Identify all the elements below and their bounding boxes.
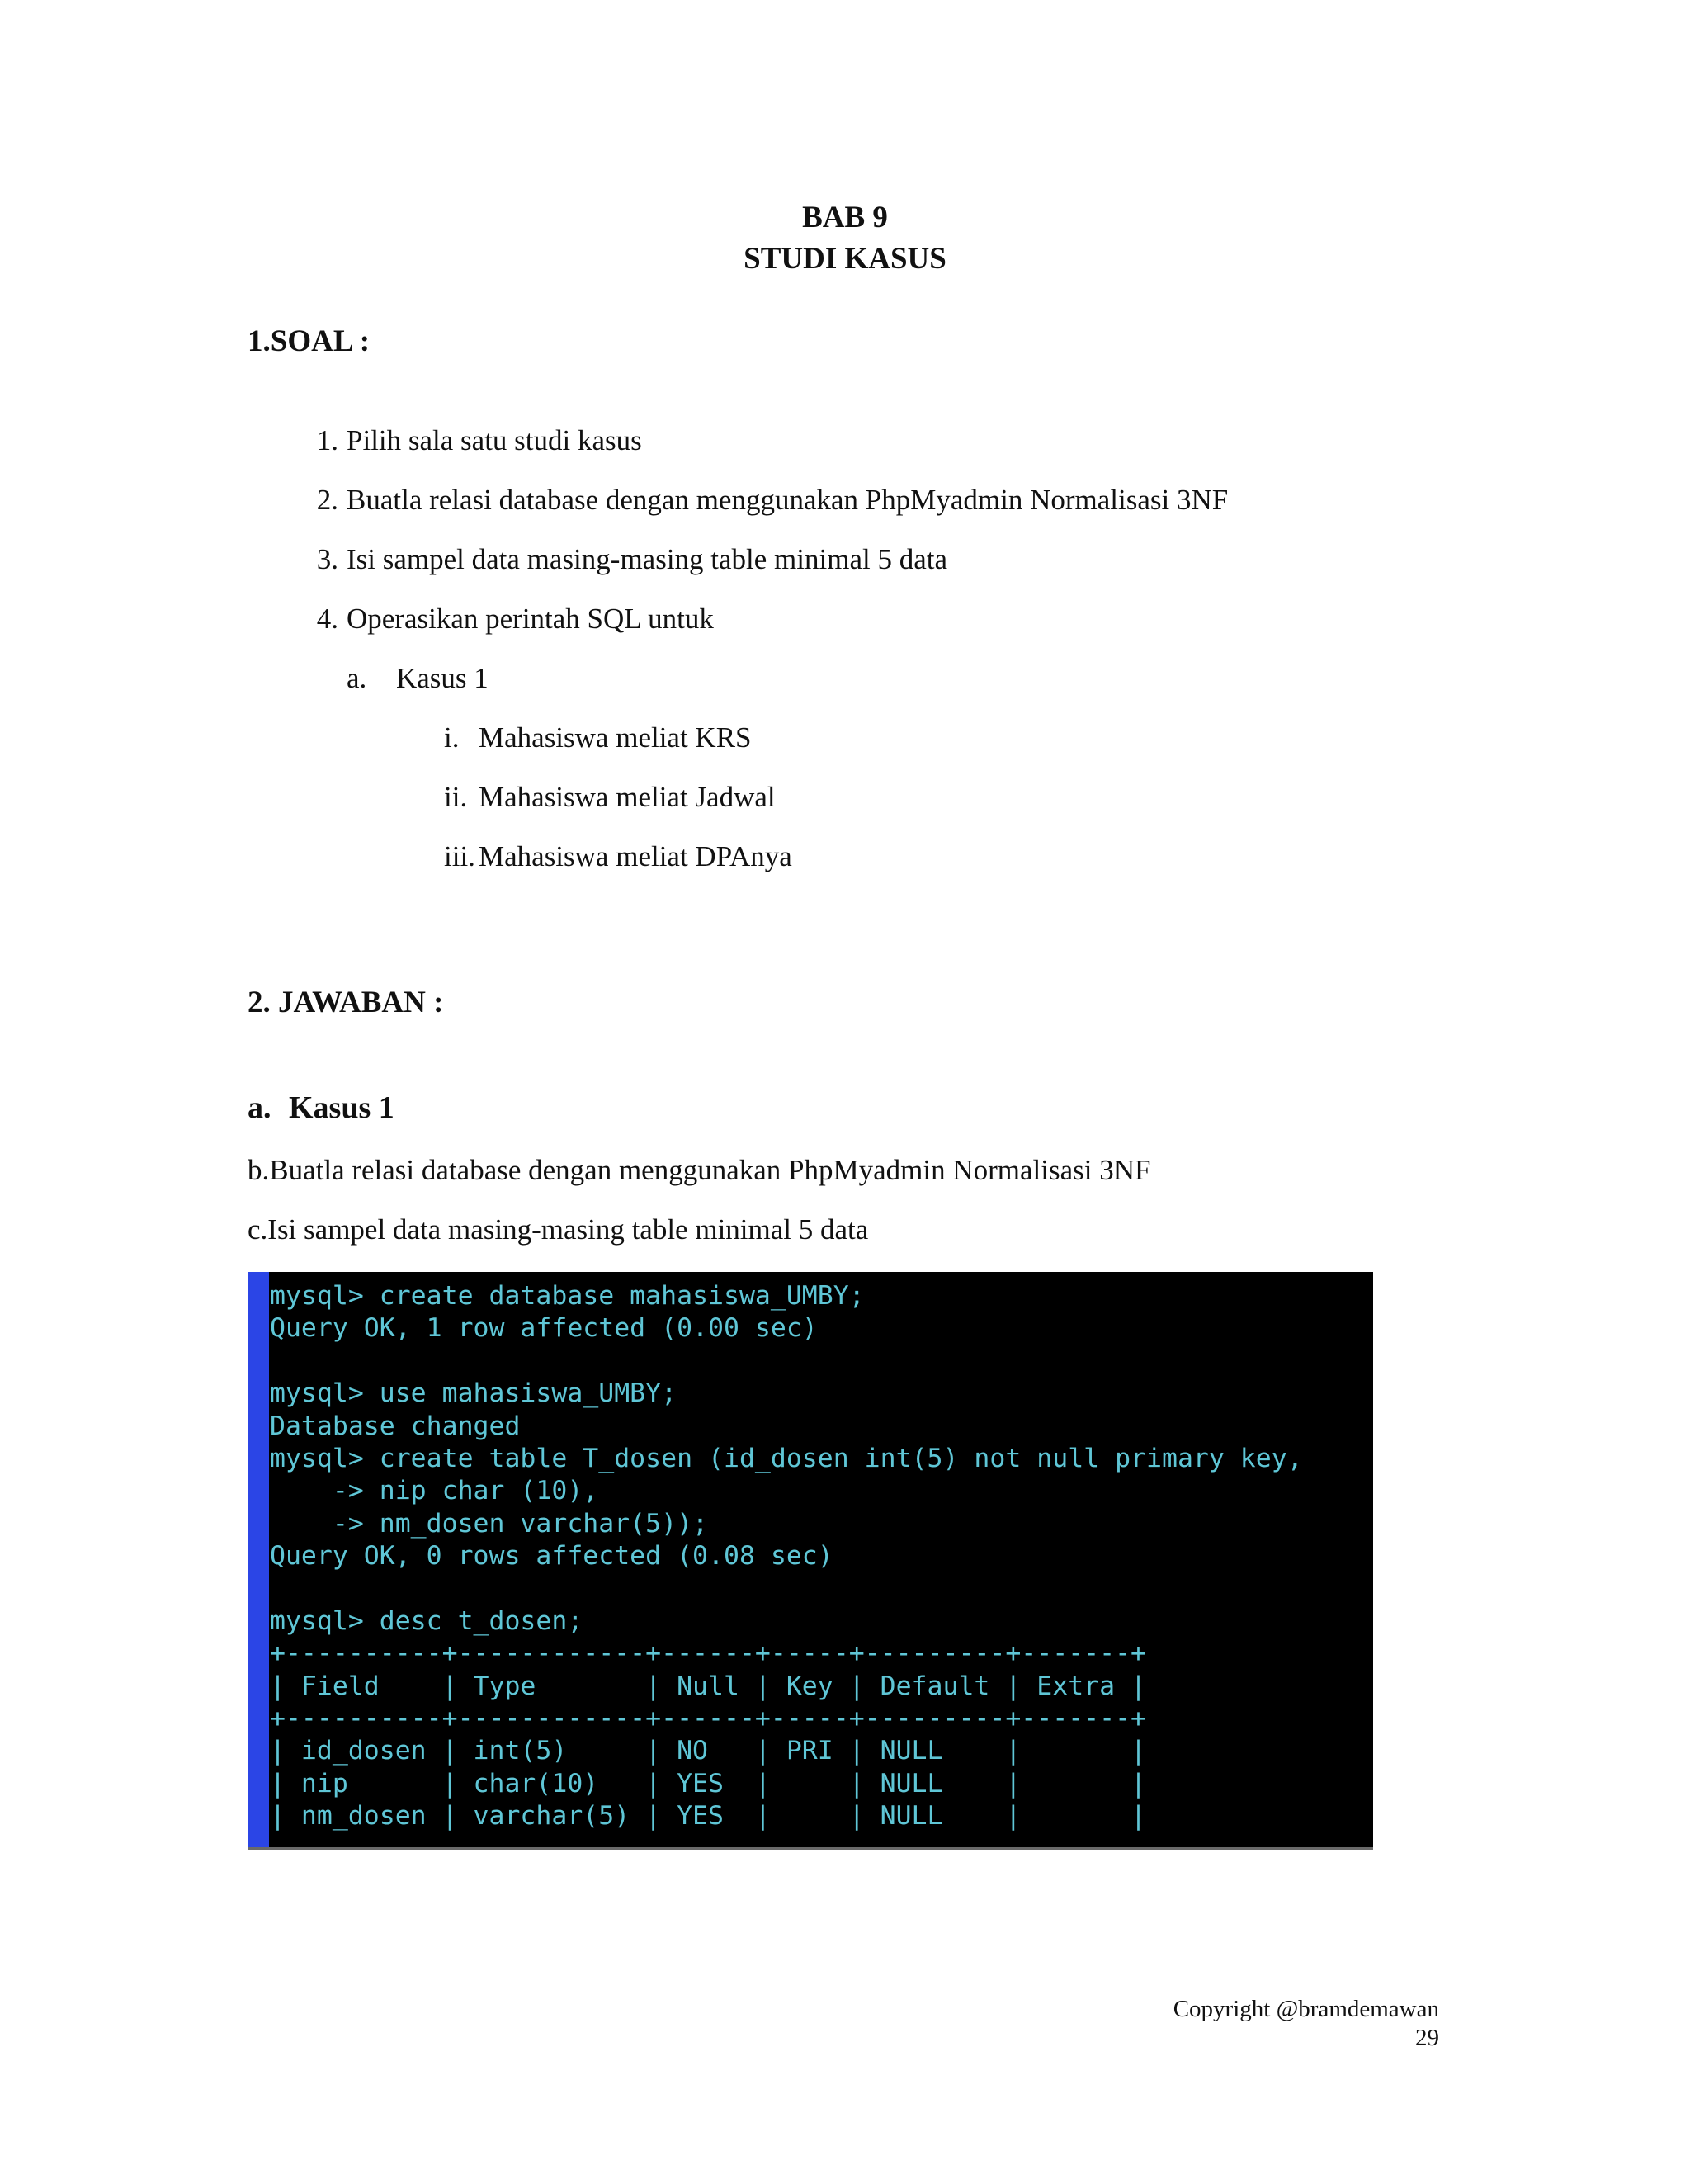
soal-subitem-a (347, 661, 489, 696)
list-marker: a. (347, 662, 367, 694)
terminal-line: mysql> use mahasiswa_UMBY; (270, 1378, 677, 1409)
list-marker: 2. (316, 484, 338, 516)
terminal-line: | Field | Type | Null | Key | Default | Extra | (270, 1671, 1147, 1701)
footer-page-number: 29 (1415, 2025, 1439, 2051)
list-marker: i. (444, 721, 460, 754)
terminal-line: -> nip char (10), (270, 1476, 599, 1506)
terminal-output (270, 1280, 1303, 1833)
list-item-text: Mahasiswa meliat Jadwal (479, 781, 776, 813)
jawaban-heading: 2. JAWABAN : (248, 986, 444, 1019)
terminal-line: | nm_dosen | varchar(5) | YES | | NULL | | (270, 1801, 1147, 1832)
terminal-scrollbar (248, 1272, 269, 1850)
footer-copyright: Copyright @bramdemawan (1173, 1996, 1439, 2022)
terminal-line: +----------+------------+------+-----+---------+-------+ (270, 1638, 1147, 1669)
soal-item-3 (316, 542, 948, 577)
list-item-text: Isi sampel data masing-masing table minimal 5 data (347, 543, 948, 575)
list-marker: 4. (316, 603, 338, 635)
terminal-line: mysql> create database mahasiswa_UMBY; (270, 1281, 865, 1311)
terminal-line: +----------+------------+------+-----+---------+-------+ (270, 1704, 1147, 1734)
list-item-text: Operasikan perintah SQL untuk (347, 603, 714, 635)
list-marker: iii. (444, 840, 475, 872)
list-marker: ii. (444, 781, 468, 813)
list-marker: 3. (316, 543, 338, 575)
terminal-bottom-rule (248, 1847, 1373, 1850)
list-item-text: Mahasiswa meliat DPAnya (479, 840, 792, 872)
soal-item-2 (316, 483, 1229, 518)
kasus-title: Kasus 1 (289, 1090, 394, 1125)
soal-subsubitem-i (444, 721, 752, 755)
terminal-line: mysql> desc t_dosen; (270, 1605, 583, 1636)
terminal-line: mysql> create table T_dosen (id_dosen int(5) not null primary key, (270, 1443, 1303, 1473)
list-item-text: Mahasiswa meliat KRS (479, 721, 752, 754)
soal-item-1 (316, 423, 642, 458)
terminal-screenshot (248, 1272, 1373, 1850)
list-item-text: Buatla relasi database dengan menggunakan PhpMyadmin Normalisasi 3NF (347, 484, 1229, 516)
terminal-line (270, 1345, 1303, 1378)
chapter-title: STUDI KASUS (744, 242, 946, 276)
terminal-line: | nip | char(10) | YES | | NULL | | (270, 1768, 1147, 1799)
soal-subsubitem-iii (444, 839, 792, 874)
list-marker: 1. (316, 424, 338, 456)
jawaban-line-c: c.Isi sampel data masing-masing table minimal 5 data (248, 1213, 869, 1246)
soal-heading: 1.SOAL : (248, 324, 371, 358)
terminal-line (270, 1573, 1303, 1605)
terminal-line: | id_dosen | int(5) | NO | PRI | NULL | | (270, 1736, 1147, 1766)
soal-subsubitem-ii (444, 780, 776, 815)
terminal-line: Query OK, 1 row affected (0.00 sec) (270, 1313, 818, 1344)
list-item-text: Kasus 1 (396, 662, 489, 694)
terminal-line: Database changed (270, 1411, 521, 1441)
terminal-line: Query OK, 0 rows affected (0.08 sec) (270, 1541, 833, 1572)
jawaban-line-b: b.Buatla relasi database dengan menggunakan PhpMyadmin Normalisasi 3NF (248, 1154, 1151, 1186)
terminal-line: -> nm_dosen varchar(5)); (270, 1508, 709, 1539)
soal-item-4 (316, 602, 714, 636)
chapter-number: BAB 9 (802, 201, 888, 234)
kasus-heading (248, 1090, 394, 1126)
list-item-text: Pilih sala satu studi kasus (347, 424, 642, 456)
kasus-marker: a. (248, 1090, 271, 1125)
